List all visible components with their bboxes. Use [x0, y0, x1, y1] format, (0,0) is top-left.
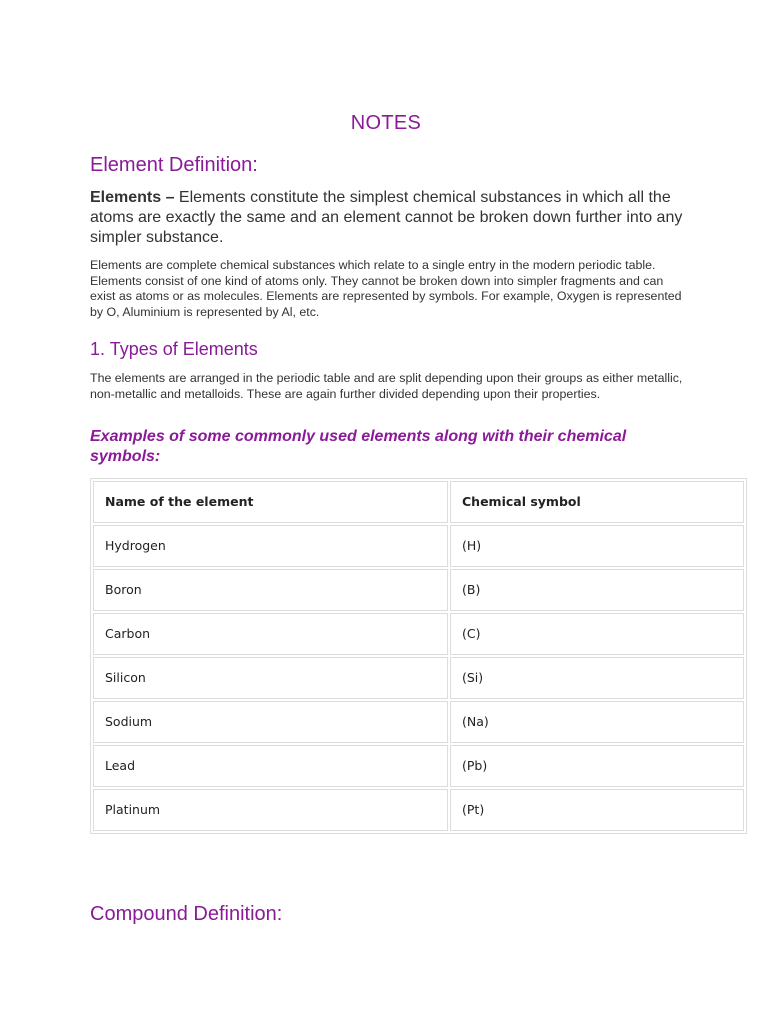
element-symbol-cell: (Pt) [450, 789, 744, 831]
elements-table [90, 478, 747, 834]
element-symbol-cell: (Pb) [450, 745, 744, 787]
element-name-cell: Sodium [93, 701, 448, 743]
table-header-name: Name of the element [93, 481, 448, 523]
table-header-symbol: Chemical symbol [450, 481, 744, 523]
element-symbol-cell: (H) [450, 525, 744, 567]
types-description-paragraph: The elements are arranged in the periodic table and are split depending upon their groups as either metallic, non-metallic and metalloids. These are again further divided depending upon their properties. [90, 371, 683, 401]
notes-title: NOTES [350, 112, 422, 134]
element-lead-paragraph [90, 188, 690, 248]
table-row [93, 613, 744, 655]
table-row [93, 745, 744, 787]
element-name-cell: Boron [93, 569, 448, 611]
element-symbol-cell: (Si) [450, 657, 744, 699]
element-name-cell: Platinum [93, 789, 448, 831]
table-row [93, 525, 744, 567]
table-row [93, 701, 744, 743]
examples-heading: Examples of some commonly used elements along with their chemical symbols: [90, 428, 627, 465]
table-header-row [93, 481, 744, 523]
element-symbol-cell: (B) [450, 569, 744, 611]
element-lead-text: Elements constitute the simplest chemical substances in which all the atoms are exactly the same and an element cannot be broken down further into any simpler substance. [90, 189, 683, 246]
element-symbol-cell: (Na) [450, 701, 744, 743]
element-description-paragraph: Elements are complete chemical substances which relate to a single entry in the modern periodic table. Elements consist of one kind of atoms only. They cannot be broken down into simpler fragments and can exist as atoms or as molecules. Elements are represented by symbols. For example, Oxygen is represented by O, Aluminium is represented by Al, etc. [90, 258, 682, 319]
table-row [93, 657, 744, 699]
element-symbol-cell: (C) [450, 613, 744, 655]
element-name-cell: Lead [93, 745, 448, 787]
element-name-cell: Hydrogen [93, 525, 448, 567]
element-name-cell: Silicon [93, 657, 448, 699]
compound-definition-heading: Compound Definition: [90, 903, 283, 925]
table-row [93, 789, 744, 831]
element-definition-heading: Element Definition: [90, 154, 258, 176]
table-row [93, 569, 744, 611]
types-of-elements-heading: 1. Types of Elements [90, 339, 258, 359]
element-name-cell: Carbon [93, 613, 448, 655]
element-lead-term: Elements – [90, 189, 175, 206]
